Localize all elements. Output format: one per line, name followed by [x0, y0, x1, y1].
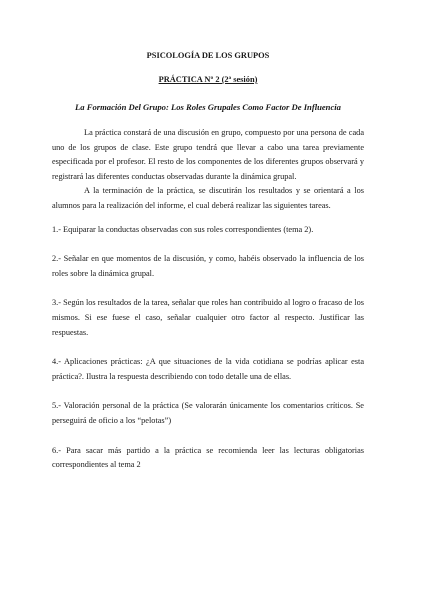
practice-subtitle: La Formación Del Grupo: Los Roles Grupales Como Factor De Influencia [75, 102, 341, 112]
intro-paragraph: La práctica constará de una discusión en grupo, compuesto por una persona de cada uno de los grupos de clase. Este grupo tendrá que llevar a cabo una tarea previamente especificada por el profesor. El resto de los componentes de los diferentes grupos observará y registrará las diferentes conductas observadas durante la dinámica grupal. [52, 128, 364, 181]
practice-heading: PRÁCTICA Nº 2 (2ª sesión) [158, 75, 258, 84]
task-item: 4.- Aplicaciones prácticas: ¿A que situaciones de la vida cotidiana se podrías aplicar esta práctica?. Ilustra la respuesta describiendo con todo detalle una de ellas. [52, 357, 364, 381]
task-item: 3.- Según los resultados de la tarea, señalar que roles han contribuido al logro o fracaso de los mismos. Si ese fuese el caso, señalar cualquier otro factor al respecto. Justificar las respuestas. [52, 298, 364, 337]
intro-paragraph: A la terminación de la práctica, se discutirán los resultados y se orientará a los alumnos para la realización del informe, el cual deberá realizar las siguientes tareas. [52, 186, 364, 210]
task-item: 5.- Valoración personal de la práctica (Se valorarán únicamente los comentarios críticos. Se perseguirá de oficio a los “pelotas”) [52, 401, 364, 425]
document-title: PSICOLOGÍA DE LOS GRUPOS [146, 51, 270, 60]
task-item: 6.- Para sacar más partido a la práctica se recomienda leer las lecturas obligatorias correspondientes al tema 2 [52, 445, 364, 470]
task-item: 2.- Señalar en que momentos de la discusión, y como, habéis observado la influencia de los roles sobre la dinámica grupal. [52, 254, 364, 278]
document-page [52, 50, 364, 473]
task-item: 1.- Equiparar la conductas observadas con sus roles correspondientes (tema 2). [52, 224, 314, 234]
